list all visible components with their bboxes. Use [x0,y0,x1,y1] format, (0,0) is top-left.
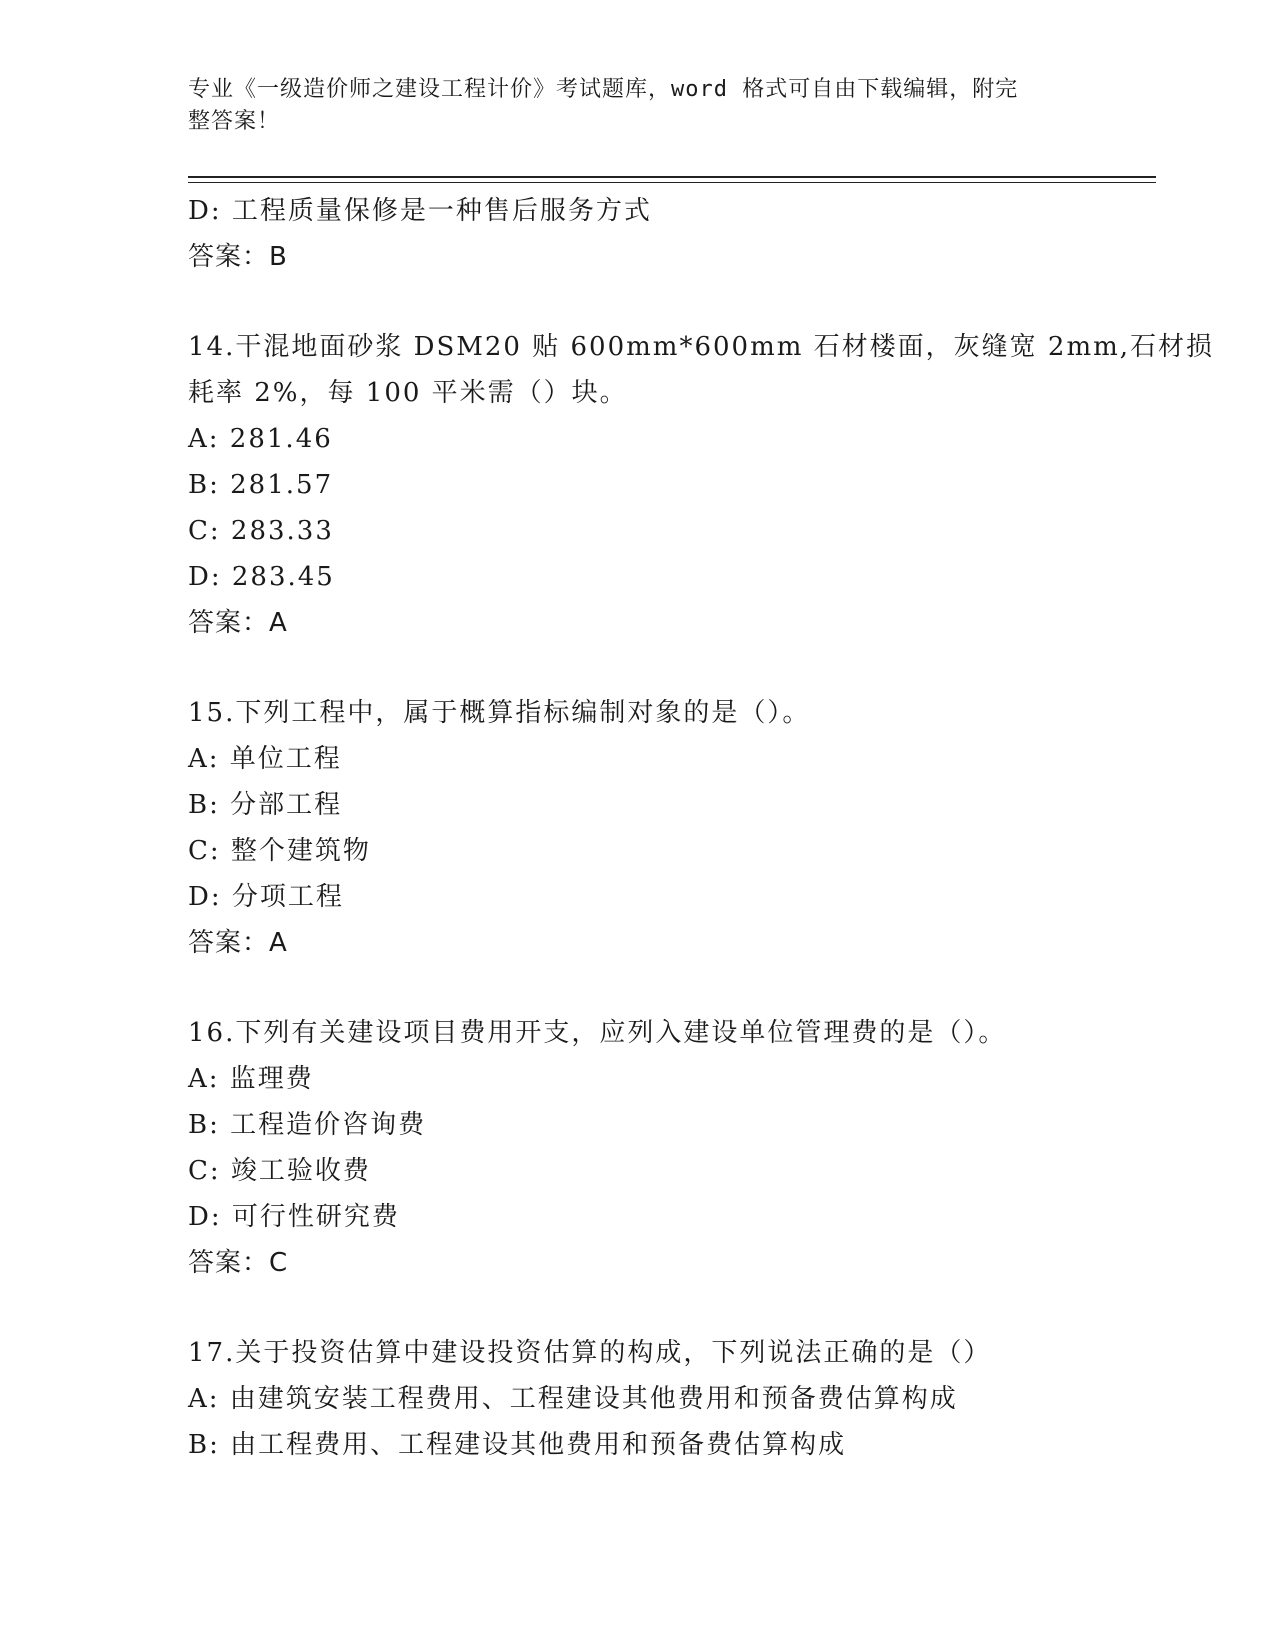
option-c: C: 283.33 [188,516,334,546]
option-a: A: 由建筑安装工程费用、工程建设其他费用和预备费估算构成 [188,1384,958,1414]
option-c: C: 竣工验收费 [188,1156,371,1186]
answer-label: 答案：C [188,1248,289,1278]
question-text: 14.干混地面砂浆 DSM20 贴 600mm*600mm 石材楼面，灰缝宽 2mm,石材损 [188,332,1215,362]
question-text: 15.下列工程中，属于概算指标编制对象的是（）。 [188,698,811,728]
carryover-block [188,188,1128,280]
option-a: A: 单位工程 [188,744,342,774]
question-list [188,188,1215,1468]
question-17 [188,1330,1128,1468]
option-d: D: 283.45 [188,562,335,592]
page-header [188,74,1088,138]
question-text: 16.下列有关建设项目费用开支，应列入建设单位管理费的是（）。 [188,1018,1007,1048]
option-c: C: 整个建筑物 [188,836,371,866]
option-d: D: 分项工程 [188,882,344,912]
question-16 [188,1010,1128,1286]
option-b: B: 分部工程 [188,790,343,820]
question-text: 耗率 2%，每 100 平米需（）块。 [188,378,628,408]
answer-label: 答案：A [188,928,288,958]
option-d: D: 可行性研究费 [188,1202,400,1232]
option-b: B: 工程造价咨询费 [188,1110,427,1140]
option-b: B: 由工程费用、工程建设其他费用和预备费估算构成 [188,1430,847,1460]
option-a: A: 监理费 [188,1064,314,1094]
question-15 [188,690,1128,966]
header-line-2: 整答案！ [188,109,281,134]
option-b: B: 281.57 [188,470,334,500]
header-divider-thick [188,176,1156,178]
answer-label: 答案：A [188,608,288,638]
question-14 [188,324,1215,646]
header-divider-thin [188,182,1156,183]
option-a: A: 281.46 [188,424,333,454]
header-line-1: 专业《一级造价师之建设工程计价》考试题库，word 格式可自由下载编辑，附完 [188,77,1019,102]
option-d: D: 工程质量保修是一种售后服务方式 [188,196,652,226]
answer-label: 答案：B [188,242,288,272]
question-text: 17.关于投资估算中建设投资估算的构成，下列说法正确的是（） [188,1338,992,1368]
